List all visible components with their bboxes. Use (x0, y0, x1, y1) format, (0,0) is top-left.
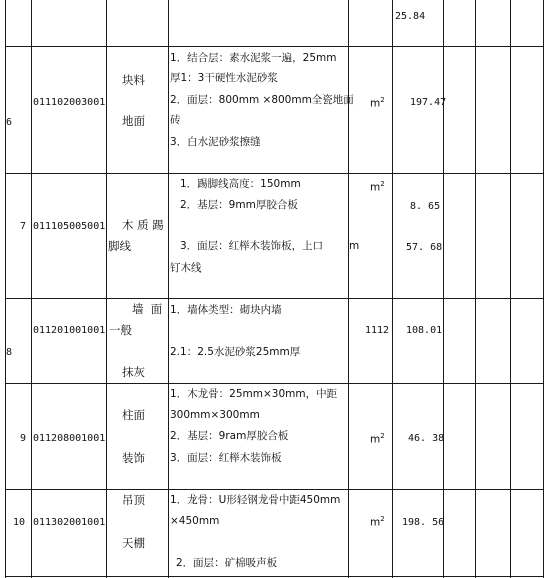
row-line (5, 489, 544, 490)
quantity-cell: 198. 56 (402, 517, 445, 528)
unit-cell: $m^2$ (370, 515, 385, 529)
quantity-cell: 197.47 (410, 97, 447, 108)
item-desc-line: 2．基层：9mm厚胶合板 (180, 199, 298, 211)
row-line (5, 298, 544, 299)
item-name-line: 块料 (122, 73, 145, 87)
item-desc-line: 钉木线 (170, 262, 202, 274)
unit-cell: m (349, 240, 360, 252)
item-name-line: 装饰 (122, 451, 145, 465)
col-line (392, 0, 393, 578)
quantity-cell: 57. 68 (406, 242, 443, 253)
item-code: 011208001001 (33, 433, 106, 444)
col-line (106, 0, 107, 578)
item-name-line: 吊顶 (122, 493, 145, 507)
item-name-line: 抹灰 (122, 365, 145, 379)
item-number: 8 (6, 347, 13, 358)
col-line (5, 0, 6, 578)
item-desc-line: 砖 (170, 114, 181, 126)
unit-cell: 1112 (365, 325, 390, 336)
item-name-line: 木 质 踢 (122, 218, 164, 232)
col-line (31, 0, 32, 578)
item-desc-line: 2．面层：矿棉吸声板 (176, 557, 278, 569)
item-name-line: 地面 (122, 114, 145, 128)
row-line (5, 576, 544, 577)
item-desc-line: 1．踢脚线高度：150mm (180, 178, 301, 190)
col-line (168, 0, 169, 578)
unit-cell: $m^2$ (370, 180, 385, 194)
col-line (348, 0, 349, 578)
item-name-line: 天棚 (122, 536, 145, 550)
item-desc-line: 1．墙体类型：砌块内墙 (170, 304, 282, 316)
item-desc-line: 3．白水泥砂浆擦缝 (170, 136, 261, 148)
quantity-cell: 46. 38 (408, 433, 445, 444)
item-name-line: 墙 面 (132, 302, 163, 316)
col-line (475, 0, 476, 578)
item-desc-line: 2．基层：9ram厚胶合板 (170, 430, 289, 442)
item-number: 9 (20, 433, 27, 444)
col-line (443, 0, 444, 578)
row-line (5, 383, 544, 384)
item-number: 6 (6, 117, 13, 128)
item-desc-line: 300mm×300mm (170, 409, 260, 421)
unit-cell: $m^2$ (370, 96, 385, 110)
item-desc-line: 1．结合层：素水泥浆一遍，25mm (170, 52, 337, 64)
item-desc-line: 2.1：2.5水泥砂浆25mm厚 (170, 346, 301, 358)
col-line (510, 0, 511, 578)
item-desc-line: 1．木龙骨：25mm×30mm，中距 (170, 388, 338, 400)
quantity-cell: 25.84 (395, 11, 426, 22)
item-name-line: 柱面 (122, 408, 145, 422)
item-desc-line: ×450mm (170, 515, 220, 527)
item-code: 011102003001 (33, 97, 106, 108)
item-desc-line: 2．面层：800mm ×800mm全瓷地面 (170, 94, 354, 106)
item-desc-line: 1．龙骨：U形轻钢龙骨中距450mm (170, 494, 341, 506)
item-number: 10 (13, 517, 26, 528)
item-name-line: 脚线 (108, 239, 131, 253)
row-line (5, 46, 544, 47)
item-desc-line: 厚1：3干硬性水泥砂浆 (170, 72, 278, 84)
quantity-cell: 108.01 (406, 325, 443, 336)
item-code: 011105005001 (33, 221, 106, 232)
item-code: 011302001001 (33, 517, 106, 528)
item-name-line: 一般 (109, 323, 132, 337)
row-line (5, 173, 544, 174)
unit-cell: $m^2$ (370, 432, 385, 446)
item-desc-line: 3．面层：红榉木装饰板 (170, 452, 282, 464)
item-desc-line: 3．面层：红榉木装饰板，上口 (180, 240, 324, 252)
col-line (543, 0, 544, 578)
item-code: 011201001001 (33, 325, 106, 336)
quantity-cell: 8. 65 (410, 201, 441, 212)
item-number: 7 (20, 221, 27, 232)
